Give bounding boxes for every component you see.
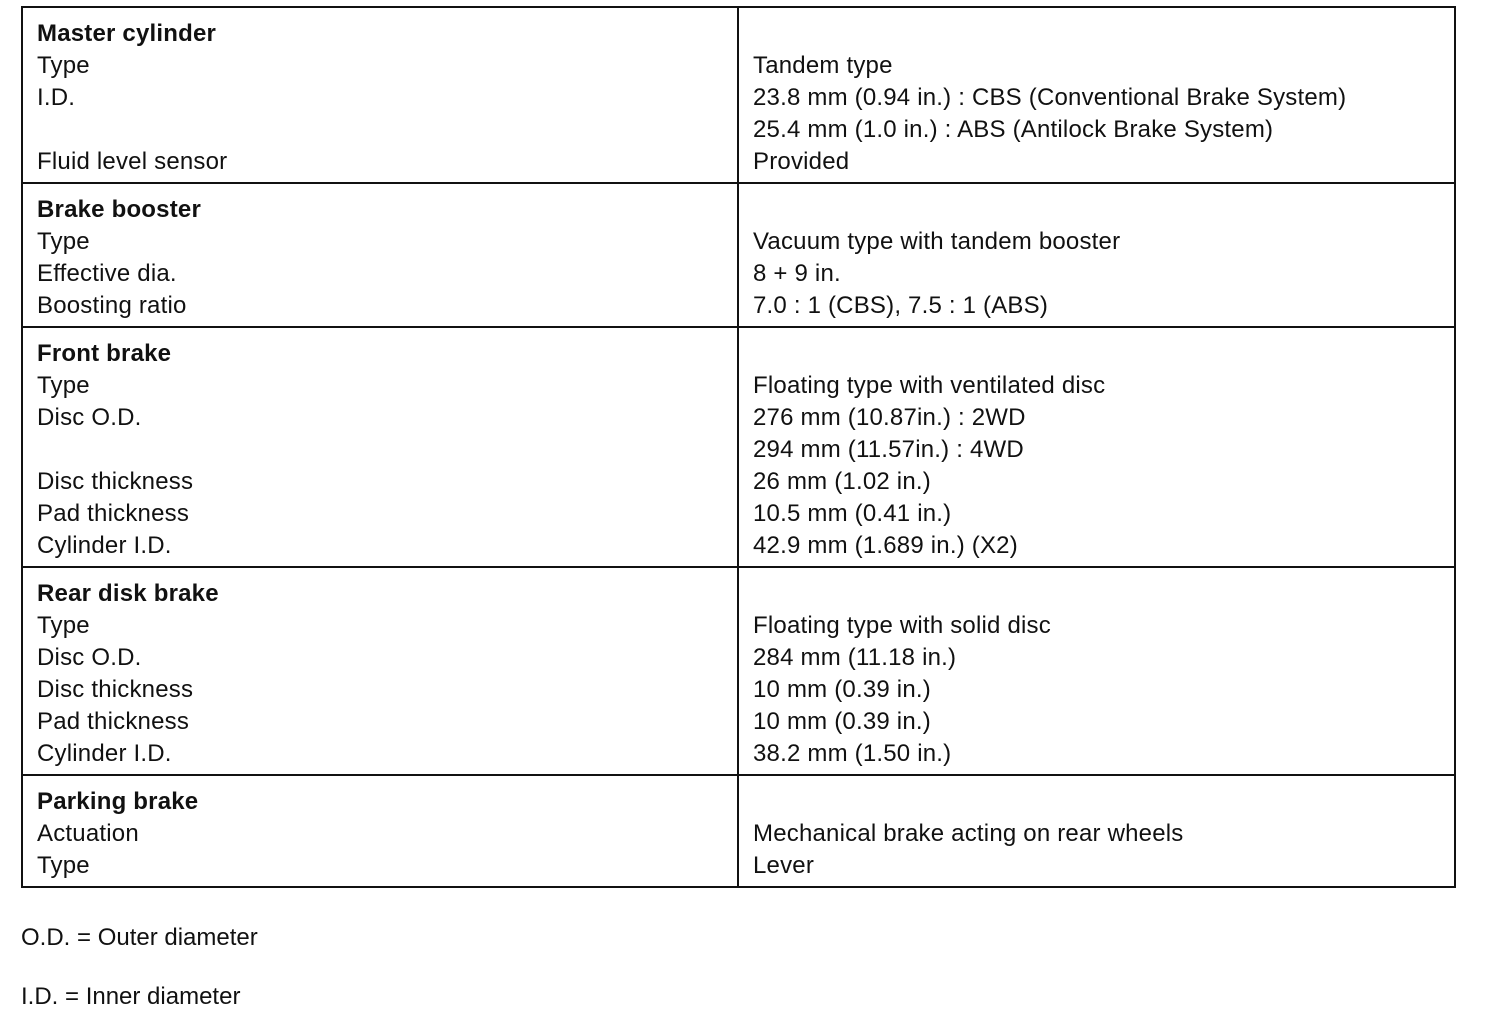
section-brake-booster — [23, 184, 1454, 328]
spec-label: Type — [37, 52, 90, 79]
section-labels — [23, 568, 739, 774]
section-heading: Front brake — [37, 340, 172, 367]
spec-label: Effective dia. — [37, 260, 177, 287]
section-rear-disk-brake — [23, 568, 1454, 776]
section-master-cylinder — [23, 8, 1454, 184]
section-heading: Master cylinder — [37, 20, 217, 47]
spec-value: Provided — [753, 148, 850, 175]
section-heading: Rear disk brake — [37, 580, 219, 607]
spec-label: Pad thickness — [37, 500, 190, 527]
spacer — [753, 578, 1454, 610]
section-labels — [23, 776, 739, 886]
spec-label: I.D. — [37, 84, 76, 111]
spec-label: Fluid level sensor — [37, 148, 228, 175]
spec-label: Type — [37, 372, 90, 399]
spacer — [753, 194, 1454, 226]
spacer — [753, 338, 1454, 370]
spec-value: 25.4 mm (1.0 in.) : ABS (Antilock Brake System) — [753, 116, 1274, 143]
section-heading: Parking brake — [37, 788, 199, 815]
section-values — [739, 328, 1454, 566]
spec-value: 7.0 : 1 (CBS), 7.5 : 1 (ABS) — [753, 292, 1049, 319]
spec-label: Cylinder I.D. — [37, 740, 172, 767]
spec-value: Vacuum type with tandem booster — [753, 228, 1121, 255]
spec-value: 284 mm (11.18 in.) — [753, 644, 957, 671]
spec-label: Type — [37, 612, 90, 639]
spec-label: Disc O.D. — [37, 404, 142, 431]
spec-label: Disc thickness — [37, 468, 194, 495]
section-heading: Brake booster — [37, 196, 201, 223]
spec-label: Type — [37, 228, 90, 255]
section-labels — [23, 328, 739, 566]
spec-value: Floating type with solid disc — [753, 612, 1051, 639]
note-inner-diameter: I.D. = Inner diameter — [21, 983, 241, 1010]
spacer — [753, 18, 1454, 50]
section-values — [739, 776, 1454, 886]
note-outer-diameter: O.D. = Outer diameter — [21, 924, 258, 951]
spec-value: 8 + 9 in. — [753, 260, 841, 287]
spec-label: Actuation — [37, 820, 139, 847]
section-labels — [23, 8, 739, 182]
section-values — [739, 8, 1454, 182]
section-labels — [23, 184, 739, 326]
spec-label: Type — [37, 852, 90, 879]
spec-value: 10.5 mm (0.41 in.) — [753, 500, 952, 527]
section-front-brake — [23, 328, 1454, 568]
section-parking-brake — [23, 776, 1454, 886]
spec-label — [37, 434, 737, 466]
spec-value: 294 mm (11.57in.) : 4WD — [753, 436, 1024, 463]
brake-spec-table — [21, 6, 1456, 888]
spec-value: 10 mm (0.39 in.) — [753, 676, 931, 703]
spec-value: 10 mm (0.39 in.) — [753, 708, 931, 735]
spec-value: Floating type with ventilated disc — [753, 372, 1106, 399]
spec-value: 23.8 mm (0.94 in.) : CBS (Conventional Brake System) — [753, 84, 1347, 111]
spec-label: Boosting ratio — [37, 292, 187, 319]
spec-value: 38.2 mm (1.50 in.) — [753, 740, 952, 767]
spec-value: 26 mm (1.02 in.) — [753, 468, 931, 495]
spec-value: 276 mm (10.87in.) : 2WD — [753, 404, 1026, 431]
spec-label: Pad thickness — [37, 708, 190, 735]
section-values — [739, 184, 1454, 326]
spec-value: Tandem type — [753, 52, 893, 79]
section-values — [739, 568, 1454, 774]
spec-label: Disc O.D. — [37, 644, 142, 671]
spec-label — [37, 114, 737, 146]
spec-value: 42.9 mm (1.689 in.) (X2) — [753, 532, 1018, 559]
spec-label: Cylinder I.D. — [37, 532, 172, 559]
spec-value: Lever — [753, 852, 815, 879]
spec-value: Mechanical brake acting on rear wheels — [753, 820, 1184, 847]
spacer — [753, 786, 1454, 818]
spec-label: Disc thickness — [37, 676, 194, 703]
